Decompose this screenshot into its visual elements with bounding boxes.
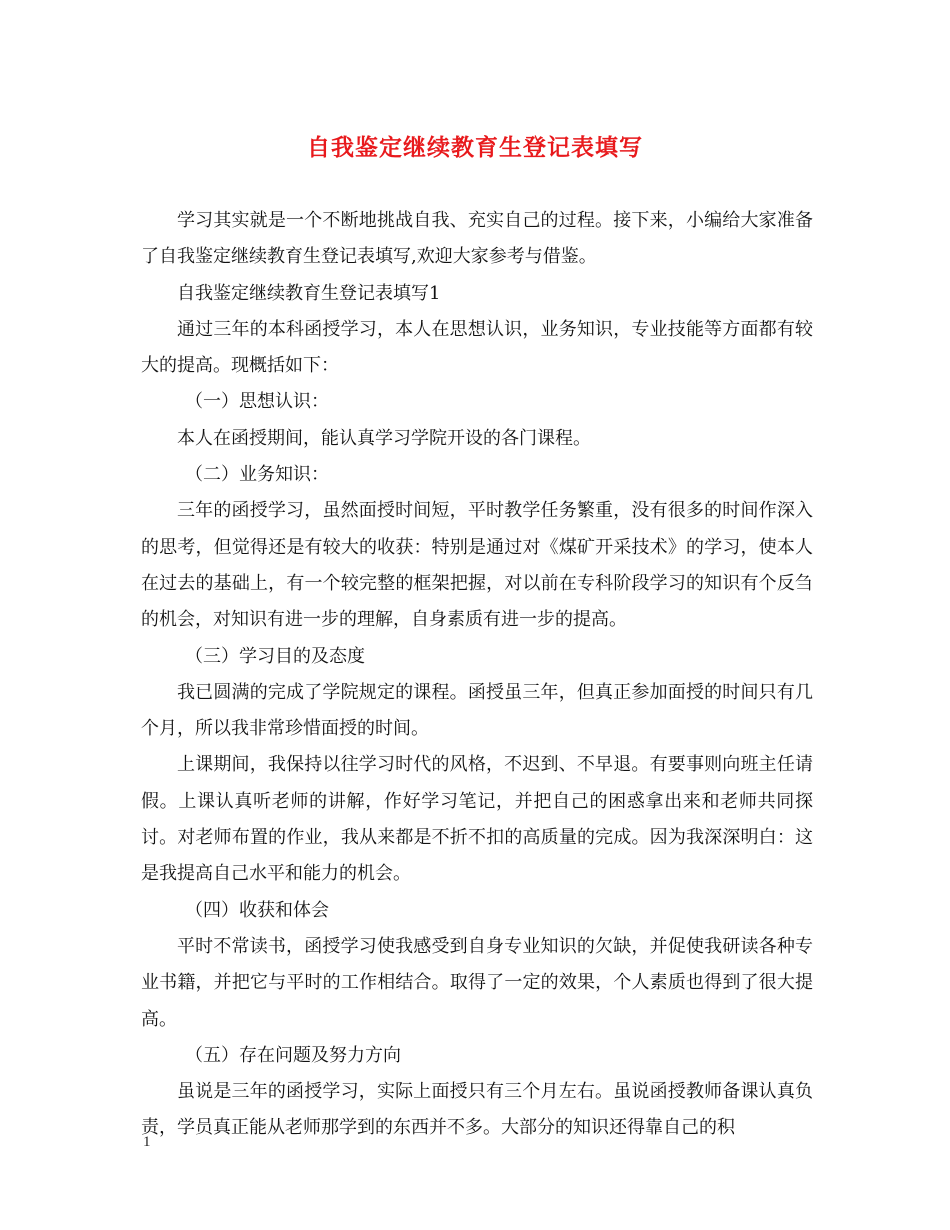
- document-body: [141, 203, 813, 1147]
- paragraph-section-3b: 上课期间，我保持以往学习时代的风格，不迟到、不早退。有要事则向班主任请假。上课认真听老师的讲解，作好学习笔记，并把自己的困惑拿出来和老师共同探讨。对老师布置的作业，我从来都是不折不扣的高质量的完成。因为我深深明白：这是我提高自己水平和能力的机会。: [141, 754, 813, 885]
- paragraph-section-4: 平时不常读书，函授学习使我感受到自身专业知识的欠缺，并促使我研读各种专业书籍，并把它与平时的工作相结合。取得了一定的效果，个人素质也得到了很大提高。: [141, 935, 813, 1030]
- page-number: 1: [143, 1134, 151, 1150]
- paragraph-section-2: 三年的函授学习，虽然面授时间短，平时教学任务繁重，没有很多的时间作深入的思考，但觉得还是有较大的收获：特别是通过对《煤矿开采技术》的学习，使本人在过去的基础上，有一个较完整的框架把握，对以前在专科阶段学习的知识有个反刍的机会，对知识有进一步的理解，自身素质有进一步的提高。: [141, 500, 813, 631]
- section-heading-3: （三）学习目的及态度: [185, 645, 365, 667]
- document-title: 自我鉴定继续教育生登记表填写: [307, 134, 643, 161]
- section-heading-4: （四）收获和体会: [185, 899, 329, 921]
- section-heading-1: （一）思想认识：: [185, 391, 329, 413]
- section-heading-2: （二）业务知识：: [185, 464, 329, 486]
- paragraph-section-5: 虽说是三年的函授学习，实际上面授只有三个月左右。虽说函授教师备课认真负责，学员真正能从老师那学到的东西并不多。大部分的知识还得靠自己的积: [141, 1081, 813, 1139]
- section-heading-5: （五）存在问题及努力方向: [185, 1044, 401, 1066]
- paragraph-overview: 通过三年的本科函授学习，本人在思想认识，业务知识，专业技能等方面都有较大的提高。现概括如下：: [141, 318, 813, 377]
- paragraph-intro: 学习其实就是一个不断地挑战自我、充实自己的过程。接下来，小编给大家准备了自我鉴定继续教育生登记表填写,欢迎大家参考与借鉴。: [141, 210, 813, 268]
- paragraph-subtitle: 自我鉴定继续教育生登记表填写1: [177, 282, 441, 304]
- paragraph-section-3a: 我已圆满的完成了学院规定的课程。函授虽三年，但真正参加面授的时间只有几个月，所以我非常珍惜面授的时间。: [141, 681, 813, 740]
- paragraph-section-1: 本人在函授期间，能认真学习学院开设的各门课程。: [177, 427, 591, 449]
